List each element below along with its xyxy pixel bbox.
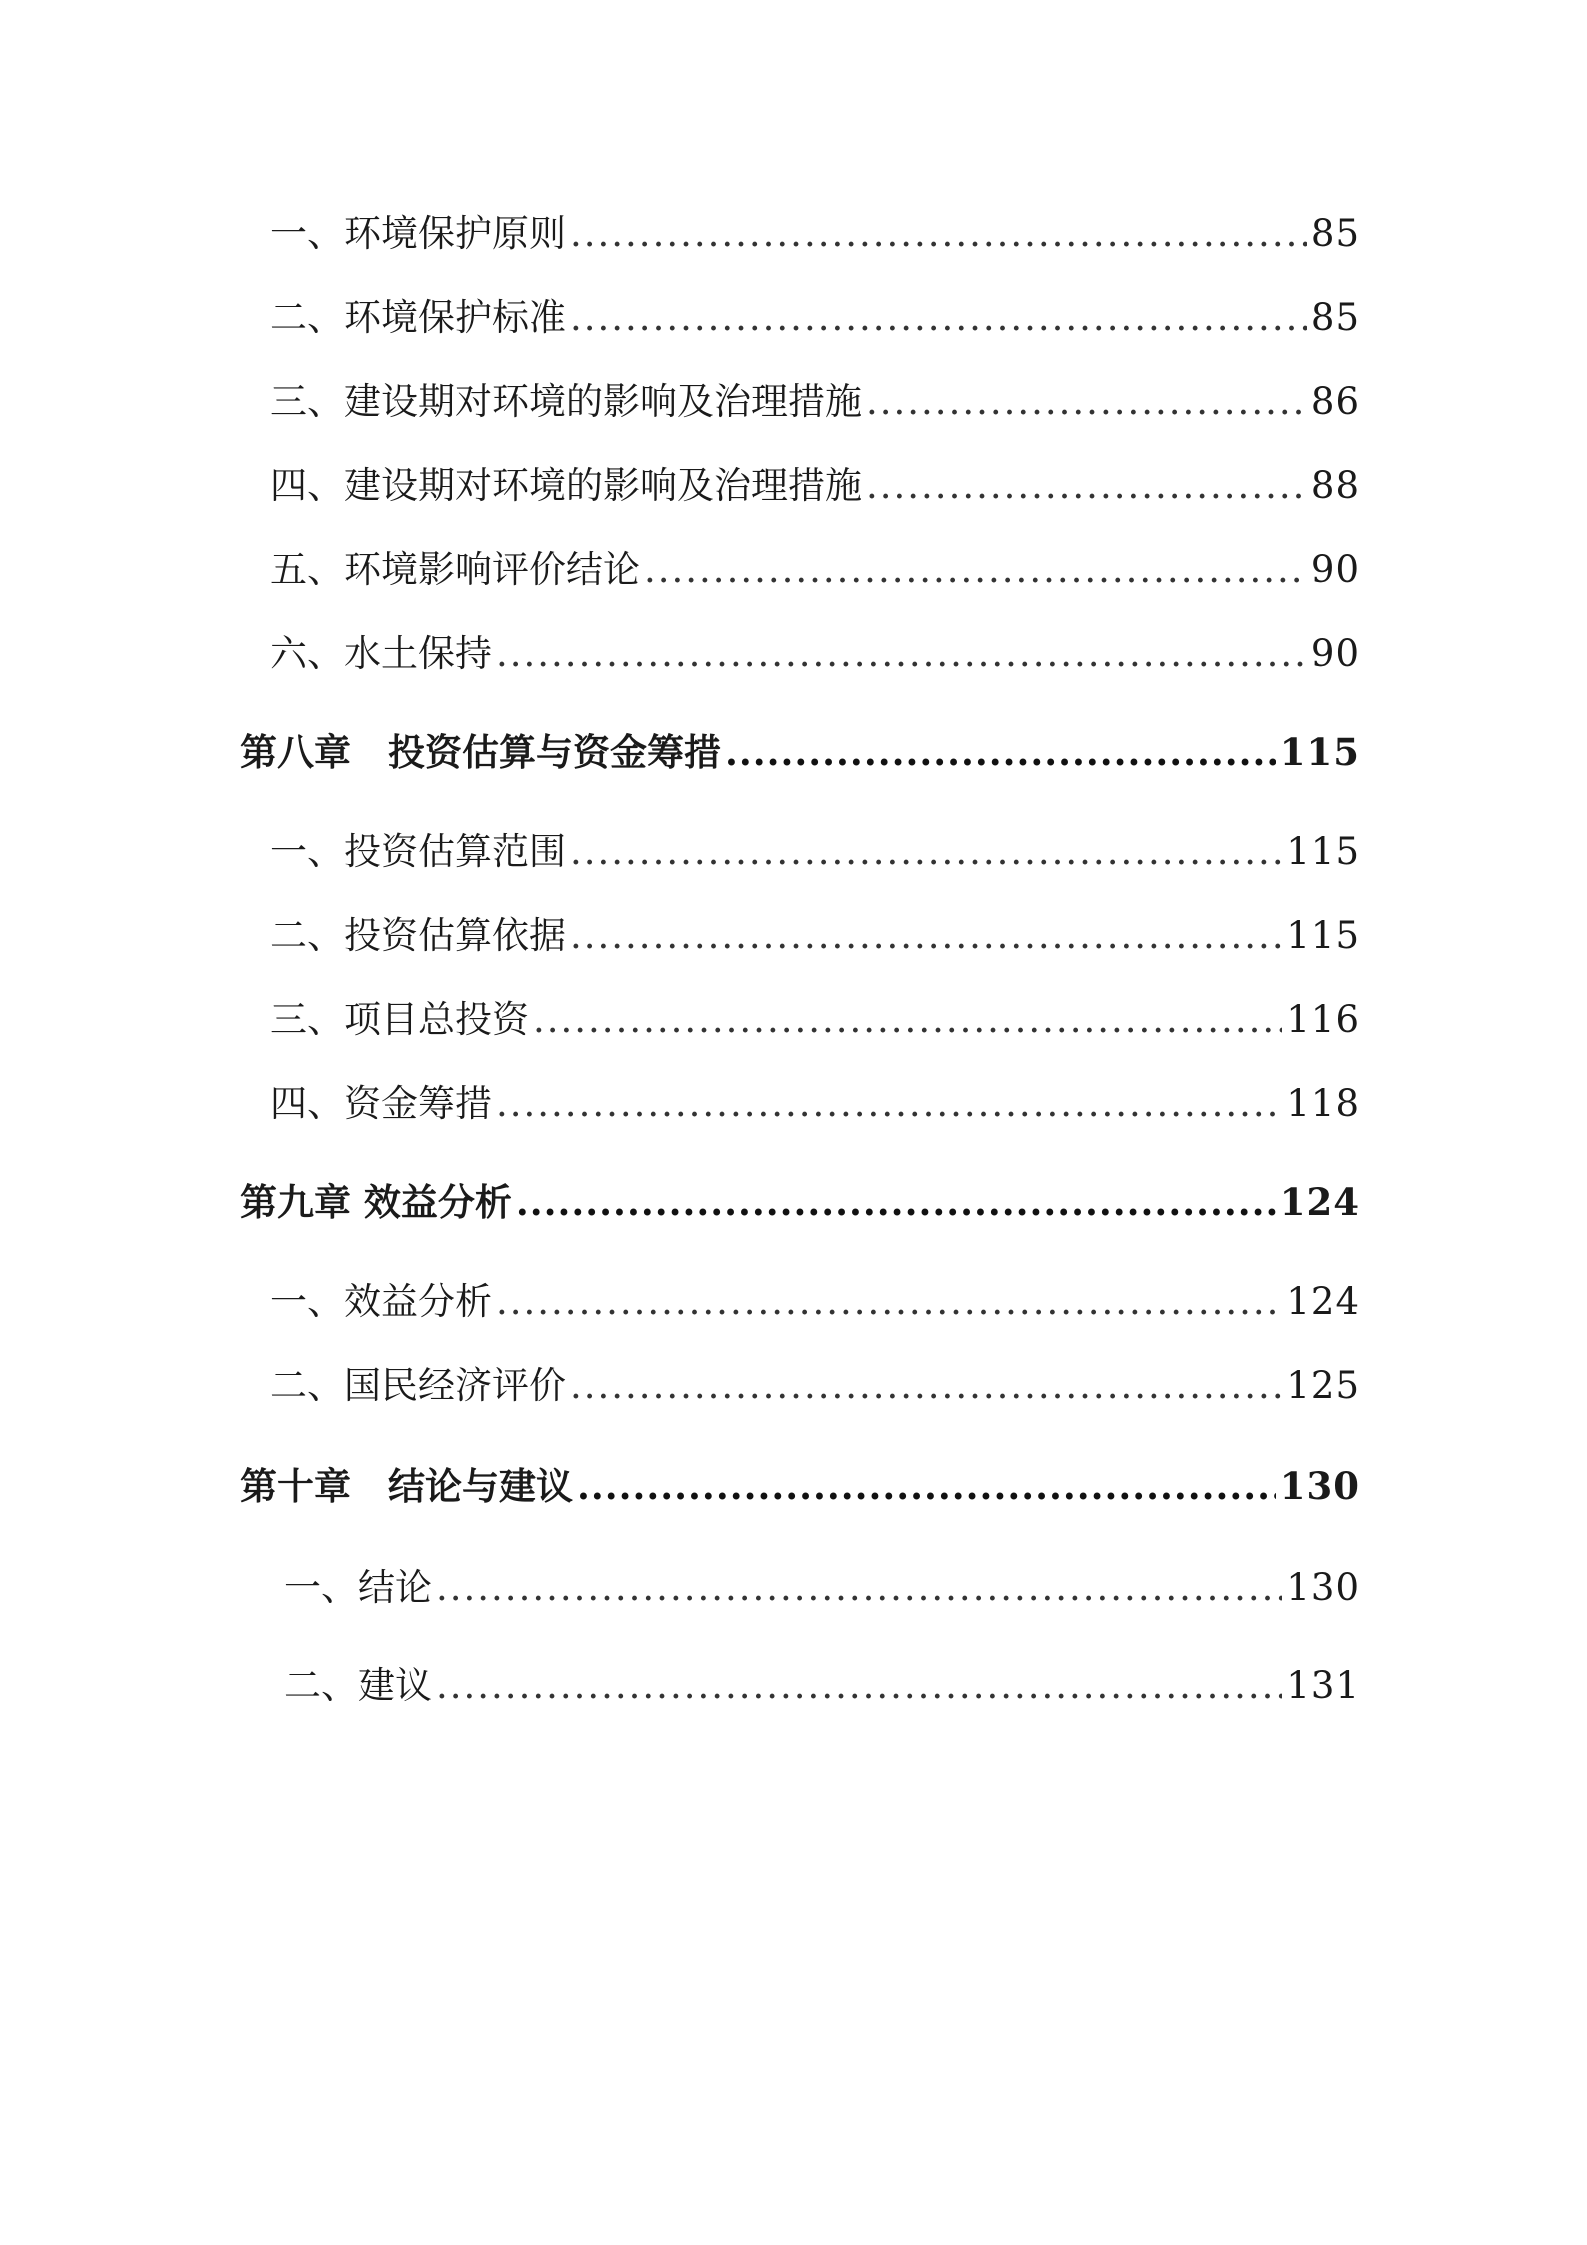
toc-leader-dots	[725, 728, 1276, 776]
toc-entry[interactable]	[240, 1278, 1360, 1326]
toc-entry-page: 115	[1286, 830, 1360, 873]
toc-leader-dots	[570, 828, 1282, 876]
toc-chapter-entry[interactable]	[240, 1178, 1360, 1226]
toc-entry[interactable]	[240, 546, 1360, 594]
toc-entry-title: 三、项目总投资	[270, 998, 529, 1041]
toc-entry-page: 88	[1310, 464, 1360, 507]
toc-leader-dots	[496, 1080, 1282, 1128]
toc-entry-page: 131	[1286, 1664, 1360, 1707]
toc-chapter-page: 130	[1279, 1464, 1360, 1508]
toc-leader-dots	[436, 1564, 1282, 1612]
toc-entry-title: 一、环境保护原则	[270, 212, 566, 255]
toc-chapter-title: 第十章 结论与建议	[240, 1464, 573, 1508]
toc-entry[interactable]	[240, 828, 1360, 876]
toc-chapter-title: 第八章 投资估算与资金筹措	[240, 730, 721, 774]
toc-leader-dots	[866, 462, 1307, 510]
toc-entry-title: 五、环境影响评价结论	[270, 548, 640, 591]
toc-entry-title: 四、建设期对环境的影响及治理措施	[270, 464, 862, 507]
toc-entry[interactable]	[240, 1362, 1360, 1410]
toc-leader-dots	[644, 546, 1307, 594]
toc-leader-dots	[570, 912, 1282, 960]
toc-entry-title: 一、效益分析	[270, 1280, 492, 1323]
toc-entry-page: 116	[1286, 998, 1360, 1041]
toc-entry-title: 四、资金筹措	[270, 1082, 492, 1125]
toc-entry-page: 118	[1286, 1082, 1360, 1125]
toc-entry-title: 三、建设期对环境的影响及治理措施	[270, 380, 862, 423]
toc-leader-dots	[436, 1662, 1282, 1710]
toc-chapter-entry[interactable]	[240, 1462, 1360, 1510]
toc-entry[interactable]	[240, 630, 1360, 678]
toc-entry-page: 115	[1286, 914, 1360, 957]
toc-entry[interactable]	[240, 1080, 1360, 1128]
toc-entry-title: 二、建议	[284, 1664, 432, 1707]
toc-leader-dots	[516, 1178, 1276, 1226]
toc-entry[interactable]	[240, 294, 1360, 342]
toc-entry[interactable]	[240, 378, 1360, 426]
toc-entry[interactable]	[240, 462, 1360, 510]
toc-entry-page: 85	[1310, 212, 1360, 255]
toc-entry-title: 二、投资估算依据	[270, 914, 566, 957]
toc-chapter-title: 第九章 效益分析	[240, 1180, 512, 1224]
toc-entry[interactable]	[240, 1564, 1360, 1612]
toc-entry-title: 二、国民经济评价	[270, 1364, 566, 1407]
toc-entry-page: 90	[1310, 548, 1360, 591]
toc-chapter-page: 124	[1279, 1180, 1360, 1224]
toc-entry-page: 124	[1286, 1280, 1360, 1323]
toc-entry-page: 85	[1310, 296, 1360, 339]
toc-leader-dots	[577, 1462, 1276, 1510]
toc-entry[interactable]	[240, 1662, 1360, 1710]
toc-leader-dots	[533, 996, 1282, 1044]
toc-chapter-entry[interactable]	[240, 728, 1360, 776]
toc-leader-dots	[496, 630, 1307, 678]
toc-entry-page: 130	[1286, 1566, 1360, 1609]
toc-leader-dots	[496, 1278, 1282, 1326]
toc-entry[interactable]	[240, 210, 1360, 258]
toc-leader-dots	[570, 210, 1307, 258]
toc-chapter-page: 115	[1279, 730, 1360, 774]
toc-leader-dots	[570, 1362, 1282, 1410]
toc-entry-page: 125	[1286, 1364, 1360, 1407]
toc-entry-title: 二、环境保护标准	[270, 296, 566, 339]
toc-entry-title: 一、投资估算范围	[270, 830, 566, 873]
toc-leader-dots	[866, 378, 1307, 426]
toc-entry[interactable]	[240, 912, 1360, 960]
toc-entry-title: 六、水土保持	[270, 632, 492, 675]
toc-entry-title: 一、结论	[284, 1566, 432, 1609]
toc-entry-page: 90	[1310, 632, 1360, 675]
toc-leader-dots	[570, 294, 1307, 342]
toc-entry[interactable]	[240, 996, 1360, 1044]
toc-entry-page: 86	[1310, 380, 1360, 423]
